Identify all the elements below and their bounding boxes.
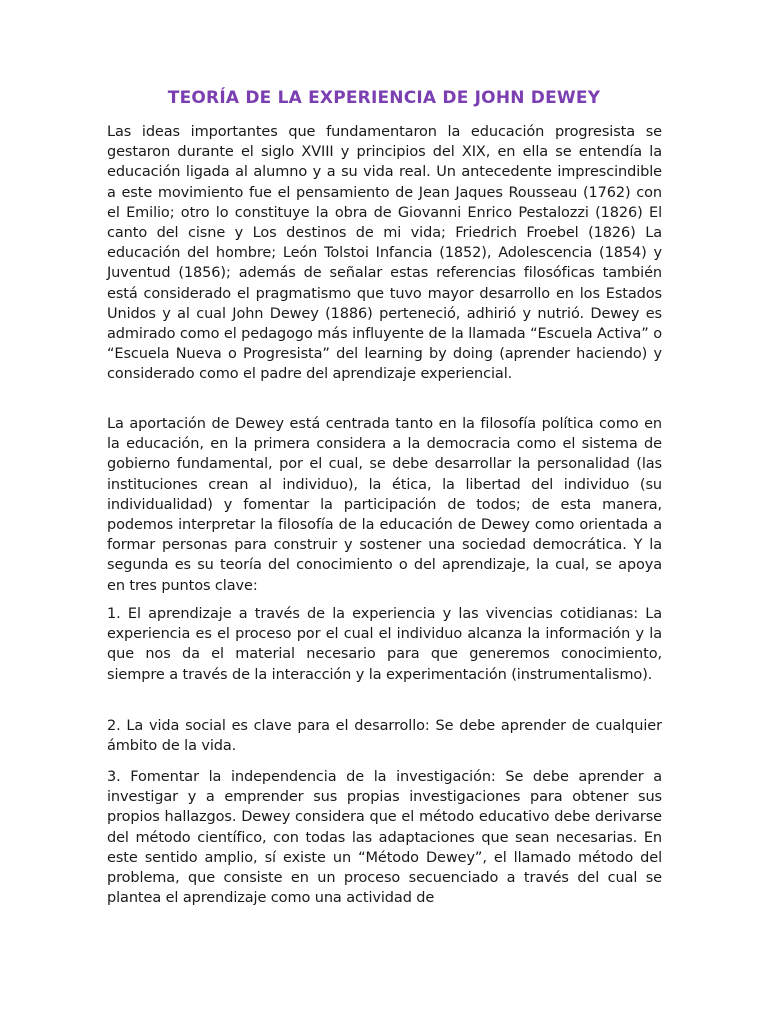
paragraph-point-3: 3. Fomentar la independencia de la investigación: Se debe aprender a investigar y a emprender sus propias investigaciones para obtener sus propios hallazgos. Dewey considera que el método educativo debe derivarse del método científico, con todas las adaptaciones que sean necesarias. En este sentido amplio, sí existe un “Método Dewey”, el llamado método del problema, que consiste en un proceso secuenciado a través del cual se plantea el aprendizaje como una actividad de: [107, 769, 662, 907]
paragraph-contribution: La aportación de Dewey está centrada tanto en la filosofía política como en la educación, en la primera considera a la democracia como el sistema de gobierno fundamental, por el cual, se debe desarrollar la personalidad (las instituciones crean al individuo), la ética, la libertad del individuo (su individualidad) y fomentar la participación de todos; de esta manera, podemos interpretar la filosofía de la educación de Dewey como orientada a formar personas para construir y sostener una sociedad democrática. Y la segunda es su teoría del conocimiento o del aprendizaje, la cual, se apoya en tres puntos clave:: [107, 416, 662, 594]
paragraph-point-2: 2. La vida social es clave para el desarrollo: Se debe aprender de cualquier ámbito de la vida.: [107, 718, 662, 755]
paragraph-intro: Las ideas importantes que fundamentaron la educación progresista se gestaron durante el siglo XVIII y principios del XIX, en ella se entendía la educación ligada al alumno y a su vida real. Un antecedente imprescindible a este movimiento fue el pensamiento de Jean Jaques Rousseau (1762) con el Emilio; otro lo constituye la obra de Giovanni Enrico Pestalozzi (1826) El canto del cisne y Los destinos de mi vida; Friedrich Froebel (1826) La educación del hombre; León Tolstoi Infancia (1852), Adolescencia (1854) y Juventud (1856); además de señalar estas referencias filosóficas también está considerado el pragmatismo que tuvo mayor desarrollo en los Estados Unidos y al cual John Dewey (1886) perteneció, adhirió y nutrió. Dewey es admirado como el pedagogo más influyente de la llamada “Escuela Activa” o “Escuela Nueva o Progresista” del learning by doing (aprender haciendo) y considerado como el padre del aprendizaje experiencial.: [107, 124, 662, 383]
document-title: TEORÍA DE LA EXPERIENCIA DE JOHN DEWEY: [167, 88, 601, 108]
paragraph-point-1: 1. El aprendizaje a través de la experiencia y las vivencias cotidianas: La experiencia es el proceso por el cual el individuo alcanza la información y la que nos da el material necesario para que generemos conocimiento, siempre a través de la interacción y la experimentación (instrumentalismo).: [107, 606, 662, 683]
